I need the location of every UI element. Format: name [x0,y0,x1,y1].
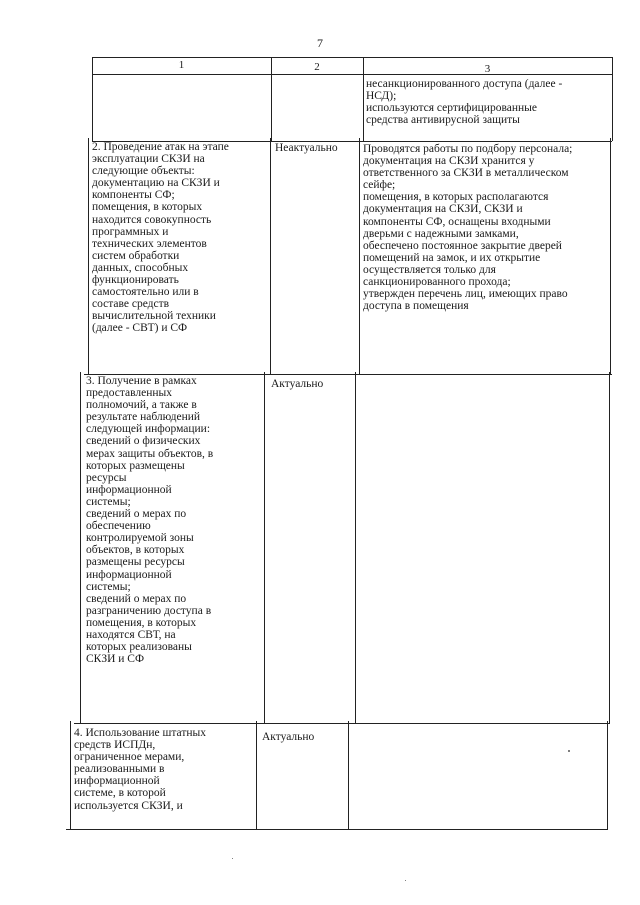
header-col1: 1 [178,59,185,71]
row3-right-border [609,372,610,723]
table-bottom-border [66,829,608,830]
row3-col-border-1-2 [264,372,265,723]
row3-bottom-border [74,723,610,724]
row4-col1: 4. Использование штатных средств ИСПДн, ограниченное мерами, реализованными в информационной системе, в которой используется СКЗИ, и [74,727,207,812]
header-col3: 3 [484,63,491,75]
scan-speck [568,750,570,752]
row4-right-border [607,721,608,829]
row4-col-border-2-3 [348,721,349,829]
row4-col-border-1-2 [256,721,257,829]
row4-col2: Актуально [262,731,315,743]
row3-left-border [80,372,81,723]
table-top-border [92,57,612,58]
header-col2: 2 [314,61,320,73]
page-number: 7 [317,36,323,50]
row3-col1: 3. Получение в рамках предоставленных полномочий, а также в результате наблюдений следующей информации: сведений о физических мерах защиты объектов, в которых размещены ресурсы информационной системы; сведений о мерах по обеспечению контролируемой зоны объектов, в которых размещены ресурсы информационной системы; сведений о мерах по разграничению доступа в помещения, в которых находятся СВТ, на которых реализованы СКЗИ и СФ [86,375,214,666]
row2-col2: Неактуально [275,142,338,154]
row2-left-border [88,138,89,374]
row3-col-border-2-3 [355,372,356,723]
row4-left-border [70,721,71,829]
col-border-right [612,57,613,141]
row2-col-border-2-3 [359,138,360,374]
row2-col1: 2. Проведение атак на этапе эксплуатации СКЗИ на следующие объекты: документацию на СКЗИ и компоненты СФ; помещения, в которых находится совокупность программных и технических элементов систем обработки данных, способных функционировать самостоятельно или в составе средств вычислительной техники (далее - СВТ) и СФ [92,141,229,335]
scan-speck [405,880,406,881]
scan-speck [232,858,233,859]
row1-col3: несанкционированного доступа (далее - НСД); используются сертифицированные средства антивирусной защиты [366,78,563,127]
row2-col3: Проводятся работы по подбору персонала; документация на СКЗИ хранится у ответственного за СКЗИ в металлическом сейфе; помещения, в которых располагаются документация на СКЗИ, СКЗИ и компоненты СФ, оснащены входными дверьми с надежными замками, обеспечено постоянное закрытие дверей помещений на замок, и их открытие осуществляется только для санкционированного прохода; утвержден перечень лиц, имеющих право доступа в помещения [363,143,573,313]
row2-col-border-1-2 [270,138,271,374]
row2-right-border [610,138,611,374]
row3-col2: Актуально [271,378,324,390]
